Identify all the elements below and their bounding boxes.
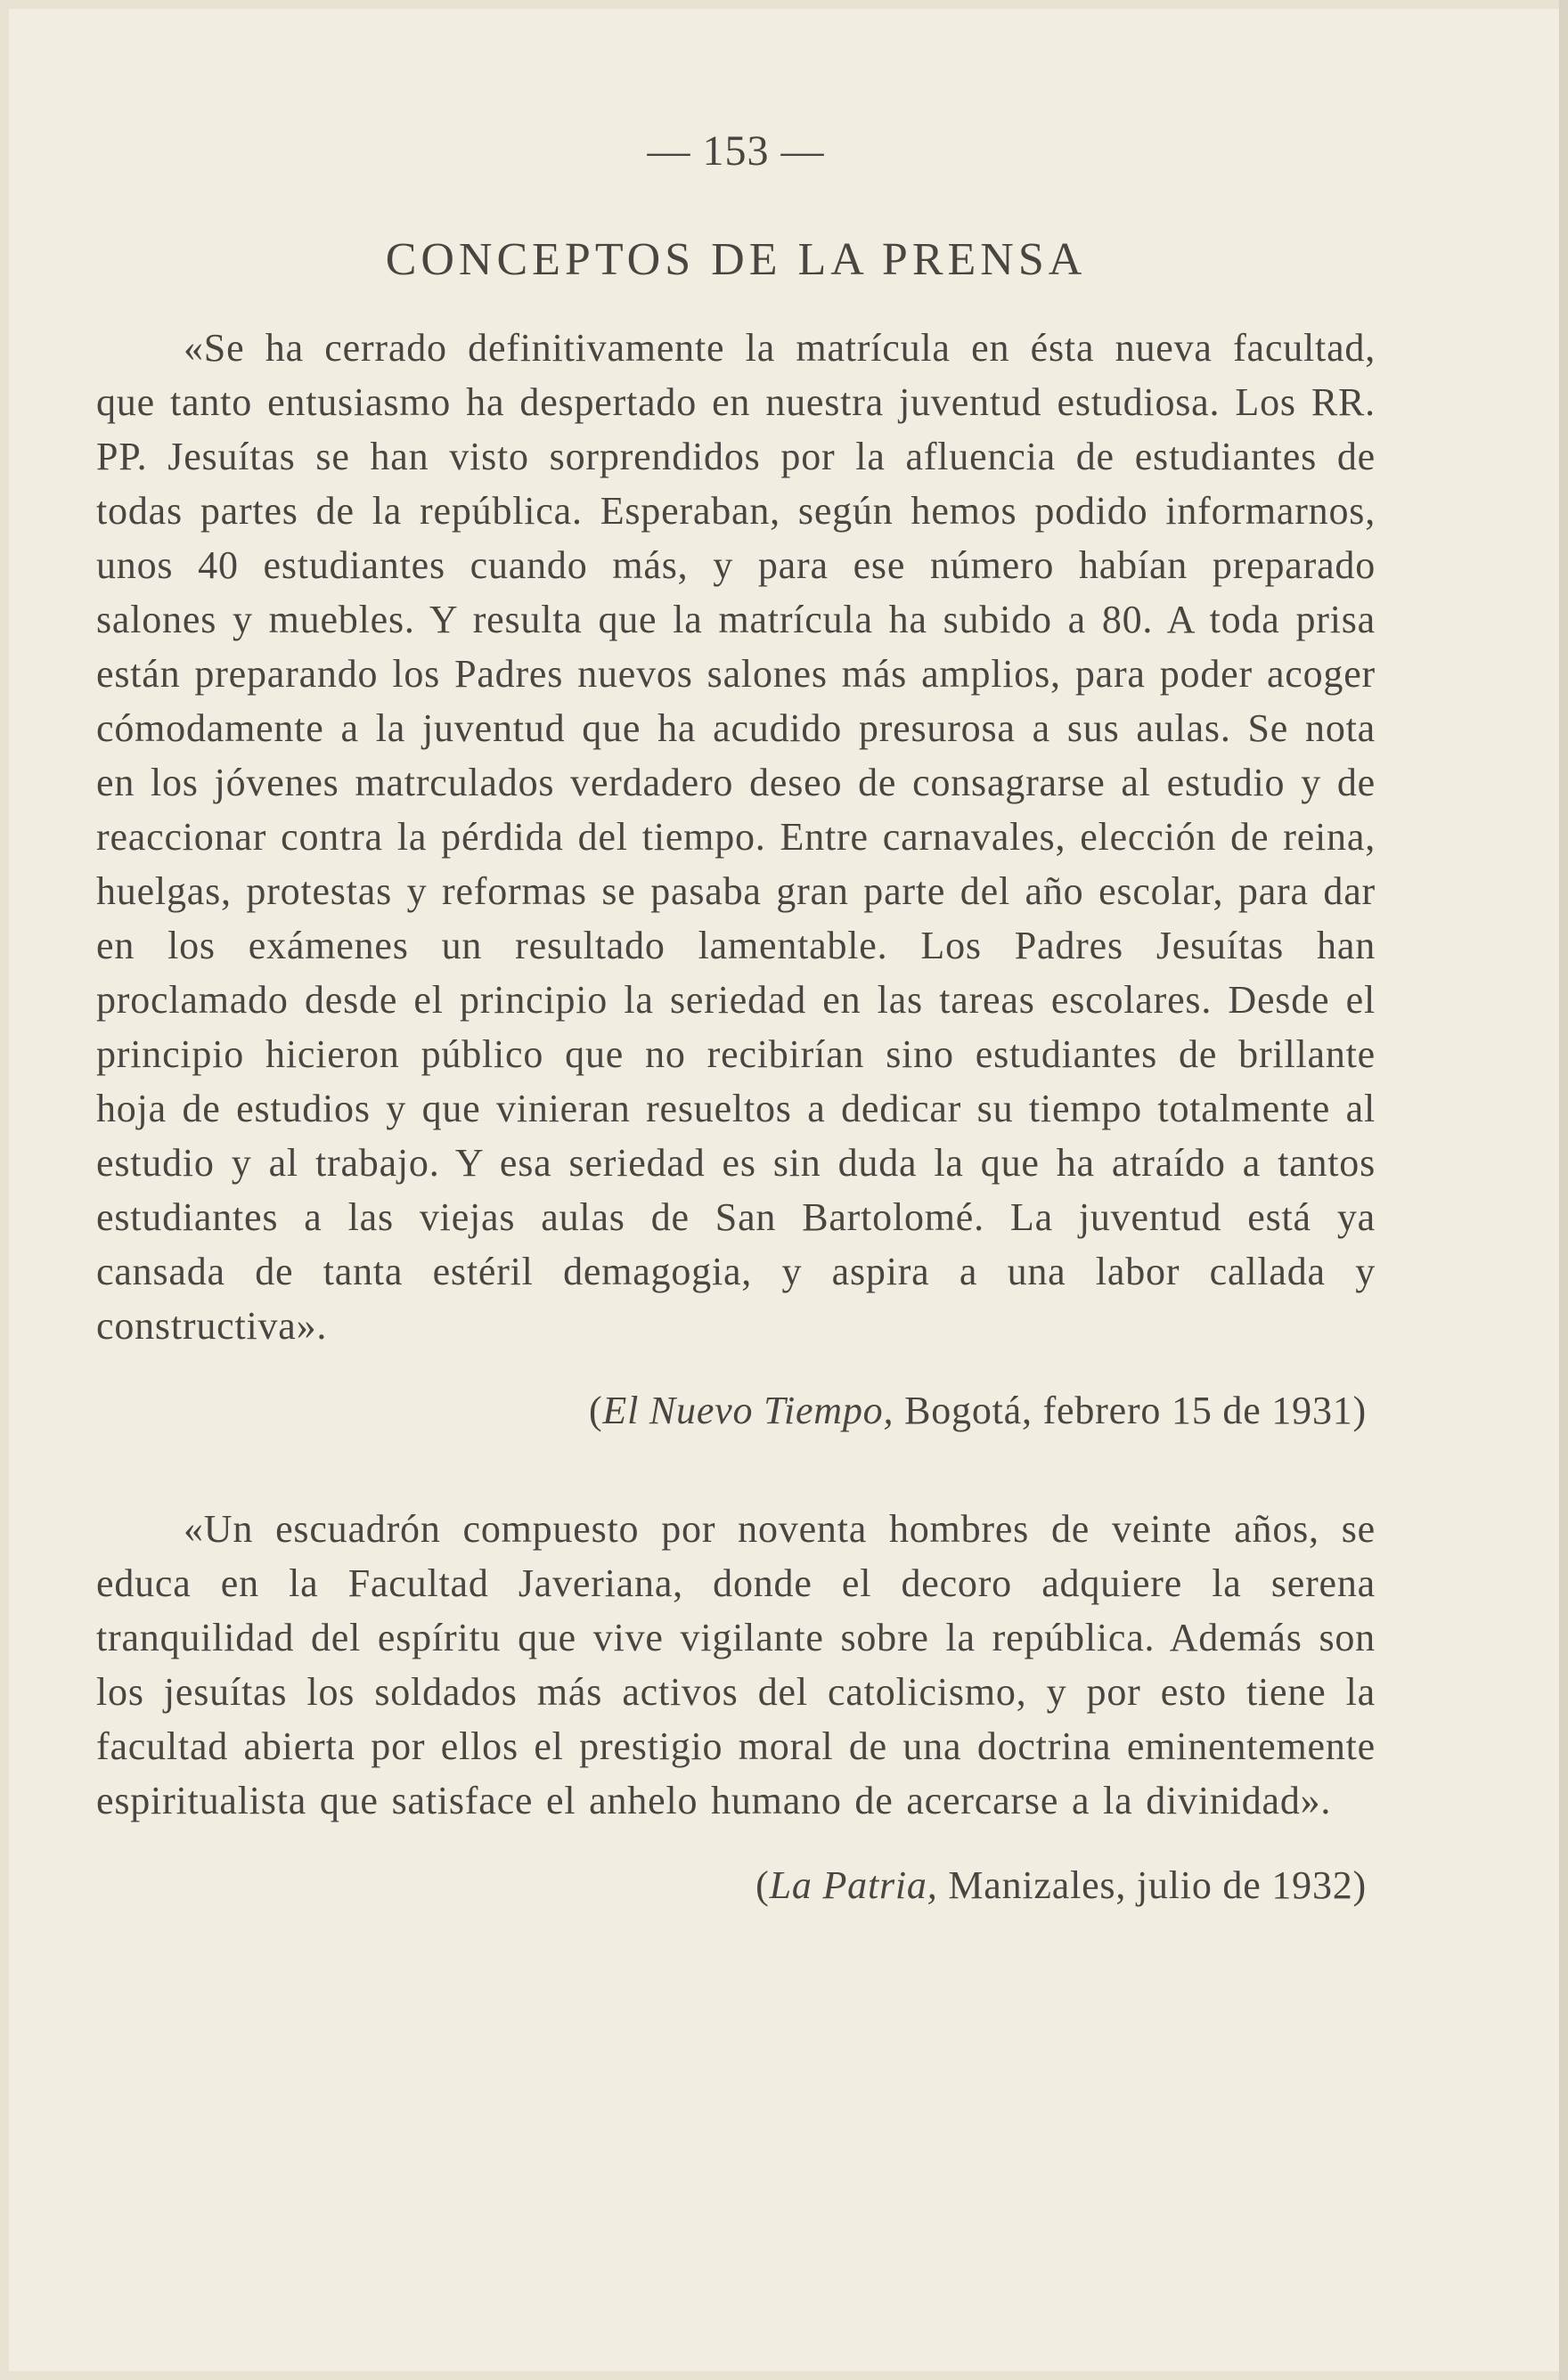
citation-2	[96, 1858, 1367, 1912]
citation-source-2: La Patria,	[769, 1863, 938, 1907]
citation-rest-1: Bogotá, febrero 15 de 1931)	[894, 1389, 1367, 1432]
citation-open-1: (	[588, 1389, 603, 1432]
citation-rest-2: Manizales, julio de 1932)	[937, 1863, 1367, 1907]
citation-source-1: El Nuevo Tiempo,	[602, 1389, 894, 1432]
citation-open-2: (	[755, 1863, 770, 1907]
quote-paragraph-2: «Un escuadrón compuesto por noventa hombres de veinte años, se educa en la Facultad Javeriana, donde el decoro adquiere la serena tranquilidad del espíritu que vive vigilante sobre la república. Además son los jesuítas los soldados más activos del catolicismo, y por esto tiene la facultad abierta por ellos el prestigio moral de una doctrina eminentemente espiritualista que satisface el anhelo humano de acercarse a la divinidad».	[96, 1507, 1376, 1822]
page-content	[96, 125, 1376, 1912]
section-gap	[96, 1438, 1376, 1502]
page-number: — 153 —	[647, 127, 825, 175]
scan-edge	[1559, 0, 1568, 2380]
citation-1	[96, 1383, 1367, 1438]
page-title: CONCEPTOS DE LA PRENSA	[385, 234, 1087, 285]
quote-paragraph-1: «Se ha cerrado definitivamente la matrícula en ésta nueva facultad, que tanto entusiasmo ha despertado en nuestra juventud estudiosa. Los RR. PP. Jesuítas se han visto sorprendidos por la afluencia de estudiantes de todas partes de la república. Esperaban, según hemos podido informarnos, unos 40 estudiantes cuando más, y para ese número habían preparado salones y muebles. Y resulta que la matrícula ha subido a 80. A toda prisa están preparando los Padres nuevos salones más amplios, para poder acoger cómodamente a la juventud que ha acudido presurosa a sus aulas. Se nota en los jóvenes matrculados verdadero deseo de consagrarse al estudio y de reaccionar contra la pérdida del tiempo. Entre carnavales, elección de reina, huelgas, protestas y reformas se pasaba gran parte del año escolar, para dar en los exámenes un resultado lamentable. Los Padres Jesuítas han proclamado desde el principio la seriedad en las tareas escolares. Desde el principio hicieron público que no recibirían sino estudiantes de brillante hoja de estudios y que vinieran resueltos a dedicar su tiempo totalmente al estudio y al trabajo. Y esa seriedad es sin duda la que ha atraído a tantos estudiantes a las viejas aulas de San Bartolomé. La juventud está ya cansada de tanta estéril demagogia, y aspira a una labor callada y constructiva».	[96, 326, 1376, 1348]
